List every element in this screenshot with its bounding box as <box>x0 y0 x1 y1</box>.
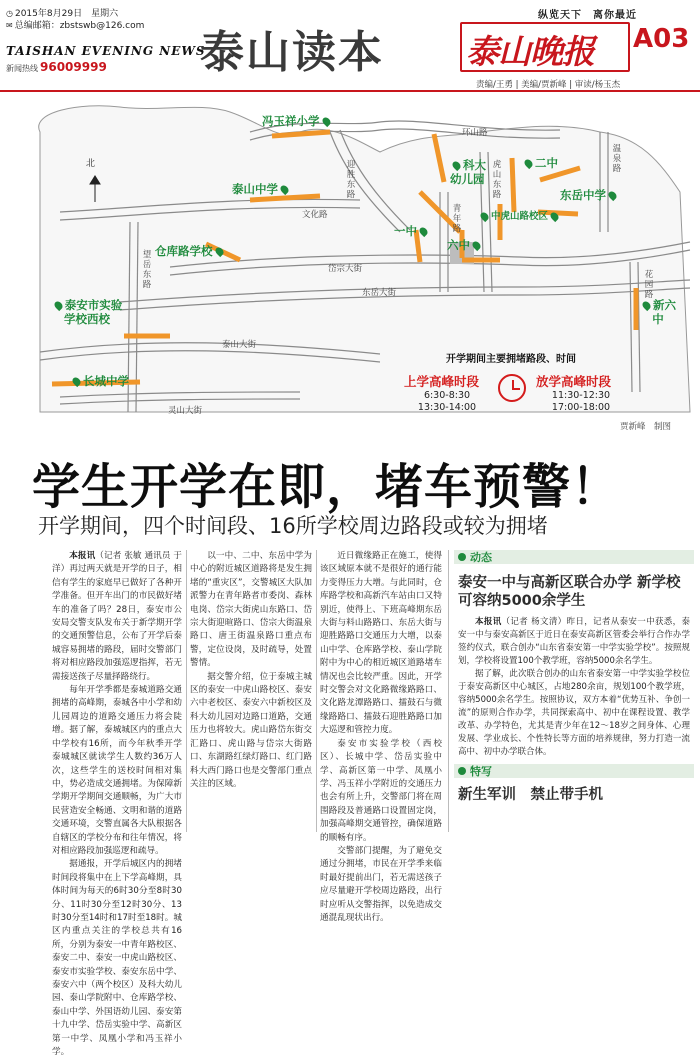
map-pin-icon <box>418 226 429 237</box>
article-column-3 <box>320 550 442 923</box>
road-label-taishan-ave: 泰山大街 <box>222 340 257 350</box>
school-label-taishan-middle: 泰山中学 <box>232 182 291 196</box>
article-paragraph: 据通报，开学后城区内的拥堵时间段将集中在上下学高峰期，具体时间为每天的6时30分至8时30分、11时30分至12时30分、13时30分至14时和17时至18时。城区内重点关注的学校总共有16所，分别为泰安一中青年路校区、泰安二中、泰安一中虎山路校区、泰安市实验学校、泰安东岳中学、泰安六中（两个校区）及科大幼儿园、泰山学院附中、仓库路学校、泰山中学、外国语幼儿园、泰安第十九中学、岱岳实验中学、高新区第一中学、凤凰小学和冯玉祥小学。 <box>52 859 182 1058</box>
mail-icon: ✉ <box>6 21 13 30</box>
article-lead-text: （记者 张敏 通讯员 于洋）再过两天就是开学的日子，相信有学生的家庭早已做好了各种开学准备。但开车出门的市民做好堵车的准备了吗？28日，泰安市公安局交警支队发布关于新学期开学的交通预警信息，公布了开学后泰城容易拥堵的路段，届时交警部门将对相应路段加强巡逻指挥，若无需接送孩子尽量择路绕行。 <box>52 551 182 682</box>
sidebar-paragraph: 据了解，此次联合创办的山东省泰安第一中学实验学校位于泰安高新区中心城区，占地280余亩，规划100个教学班，容纳5000余名学生。按照协议，双方本着“优势互补、争创一流”的原则合作办学，共同探索高中、初中在课程设置、教学改革、办学特色，尤其是青少年在12～18岁之间身体、心理发展、学业成长、个性特长等方面的培养规律，努力打造一流高中、初中办学联合体。 <box>458 669 690 757</box>
road-label-wangyue-east: 望岳东路 <box>142 250 152 290</box>
map-pin-icon <box>71 376 82 387</box>
sidebar-byline: 本报讯 <box>475 617 502 627</box>
school-label-liuzhong: 六中 <box>447 238 483 252</box>
road-label-daizong: 岱宗大街 <box>328 264 363 274</box>
school-label-shiyan-west: 泰安市实验学校西校 <box>50 298 124 326</box>
tag-label: 动态 <box>470 551 492 564</box>
article-paragraph: 以一中、二中、东岳中学为中心的附近城区道路将是发生拥堵的“重灾区”，交警城区大队加派警力在青年路者市委岗、森林电岗、岱宗大街虎山东路口、岱宗大街迎暄路口、岱宗大街温泉路口、唐王街温泉路口重点布警，定位设岗，及时疏导，处置警情。 <box>190 551 312 669</box>
issue-date: 2015年8月29日 星期六 <box>14 9 119 19</box>
traffic-map <box>0 92 700 442</box>
map-pin-icon <box>279 184 290 195</box>
map-pin-icon <box>471 240 482 251</box>
school-label-yizhong: 一中 <box>394 224 430 238</box>
morning-peak-times <box>412 390 482 414</box>
sidebar-news-title: 泰安一中与高新区联合办学 新学校可容纳5000余学生 <box>458 575 681 609</box>
bullet-icon <box>458 553 466 561</box>
article-paragraph: 交警部门提醒，为了避免交通过分拥堵，市民在开学季来临时最好提前出门，若无需送孩子应尽量避开学校周边路段，出行时应听从交警指挥，以免造成交通混乱现状出行。 <box>320 845 442 923</box>
road-label-huanshan: 环山路 <box>462 128 488 138</box>
sidebar-news-body <box>454 616 694 759</box>
sidebar-tag-dynamics <box>454 550 694 564</box>
article-headline: 学生开学在即，堵车预警！ <box>32 459 621 515</box>
article-byline: 本报讯 <box>69 551 96 561</box>
page-number: A03 <box>633 24 690 54</box>
school-label-fengyuxiang: 冯玉祥小学 <box>262 114 333 128</box>
article-paragraph: 近日微缘路正在施工，使得该区域原本就不是很好的通行能力变得压力大增。与此同时，仓库路学校和高新汽车站由口又特别近，使得上、下班高峰期东岳大街与料山路路口、东岳大街与迎胜路路口交通压力大增，以泰山中学、仓库路学校、泰山学院附中为中心的相近城区道路堵车情况也会比较严重。因此，开学时交警会对文化路微缘路路口、文化路龙潭路路口、擂鼓石与微缘路路口、擂鼓石迎胜路路口加大巡逻和管控力度。 <box>320 551 442 736</box>
sidebar-tag-feature <box>454 764 694 778</box>
editor-credits: 责编/王勇 | 美编/贾新峰 | 审读/杨玉杰 <box>476 80 621 90</box>
map-pin-icon <box>549 211 560 222</box>
news-hotline <box>6 60 107 74</box>
afternoon-peak-label: 放学高峰时段 <box>536 374 612 389</box>
school-label-keda-kindergarten: 科大幼儿园 <box>450 158 486 186</box>
afternoon-peak-times <box>546 390 616 414</box>
column-divider <box>186 550 187 832</box>
column-divider <box>316 550 317 832</box>
hotline-label: 新闻热线 <box>6 64 38 73</box>
tag-label: 特写 <box>470 765 492 778</box>
morning-peak-label: 上学高峰时段 <box>404 374 480 389</box>
map-pin-icon <box>53 300 64 311</box>
school-label-erzhong: 二中 <box>522 156 558 170</box>
hotline-number: 96009999 <box>40 60 107 74</box>
sidebar-news <box>454 550 694 832</box>
logo-text: 泰山晚报 <box>466 32 594 71</box>
map-pin-icon <box>213 246 224 257</box>
road-label-hushan-east: 虎山东路 <box>492 160 502 200</box>
article-paragraph: 每年开学季都是泰城道路交通拥堵的高峰期，泰城各中小学和幼儿园周边的道路交通压力将会陡增。据了解，泰城城区内的重点大中学校有16所，而今年秋季开学泰城城区就读学生人数约36万人次，这些学生的送校时间相对集中，势必造成交通拥堵。为保障新学期开学期间交通顺畅，为广大市民营造安全畅通、文明和谐的道路交通环境，交警直属各大队根据各自辖区的学校分布和往年情况，将对相应路段加强巡逻和疏导。 <box>52 685 182 856</box>
article-column-1 <box>52 550 182 1058</box>
newspaper-logo <box>460 22 630 72</box>
bullet-icon <box>458 767 466 775</box>
school-label-dongyue-middle: 东岳中学 <box>560 188 619 202</box>
article-paragraph: 据交警介绍，位于泰城主城区的泰安一中虎山路校区、泰安六中老校区、泰安六中新校区及科大幼儿园对边路口道路，交通压力也将较大。虎山路岱东街交汇路口、虎山路与岱宗大街路口、东湖路红绿灯路口、红门路科大西门路口也是交警部门重点关注的区域。 <box>190 671 312 789</box>
issue-meta <box>6 8 144 32</box>
sidebar-lead: （记者 杨文清）昨日，记者从泰安一中获悉，泰安一中与泰安高新区于近日在泰安高新区管委会举行合作办学签约仪式，联合创办“山东省泰安第一中学实验学校”。按照规划，学校将设置100个教学班，容纳5000余名学生。 <box>458 617 690 666</box>
map-pin-icon <box>320 116 331 127</box>
road-label-yingsheng-east: 迎胜东路 <box>346 160 356 200</box>
slogan: 纵览天下 离你最近 <box>538 10 637 21</box>
road-label-huayuan: 花园路 <box>644 270 654 300</box>
brand-english: TAISHAN EVENING NEWS <box>6 44 206 58</box>
column-divider <box>448 550 449 832</box>
article-lead <box>52 550 182 684</box>
school-label-changcheng-middle: 长城中学 <box>70 374 129 388</box>
school-label-zhonghushan-campus: 中虎山路校区 <box>478 210 561 224</box>
map-pin-icon <box>479 211 490 222</box>
article-column-2 <box>190 550 312 832</box>
road-label-wenquan: 温泉路 <box>612 144 622 174</box>
sidebar-feature-title: 新生军训 禁止带手机 <box>458 787 603 803</box>
masthead <box>0 0 700 92</box>
clock-icon <box>498 374 526 402</box>
clock-icon: ◷ <box>6 9 13 18</box>
map-credit: 贾新峰 制图 <box>620 422 672 432</box>
map-pin-icon <box>607 190 618 201</box>
legend-title: 开学期间主要拥堵路段、时间 <box>446 354 576 365</box>
map-pin-icon <box>641 300 652 311</box>
section-title: 泰山读本 <box>200 27 384 78</box>
editor-email: 总编邮箱：zbstswb@126.com <box>14 21 145 31</box>
road-label-qingnian: 青年路 <box>452 204 462 234</box>
map-pin-icon <box>523 158 534 169</box>
road-label-dongyue: 东岳大街 <box>362 288 397 298</box>
article-subhead: 开学期间，四个时间段、16所学校周边路段或较为拥堵 <box>38 514 548 538</box>
afternoon-time-1: 11:30-12:30 <box>551 390 611 401</box>
afternoon-time-2: 17:00-18:00 <box>551 402 611 413</box>
road-label-lingshan: 灵山大街 <box>168 406 203 416</box>
school-label-xin-liuzhong: 新六中 <box>640 298 676 326</box>
school-label-cangkulu: 仓库路学校 <box>155 244 226 258</box>
north-arrow-label: 北 <box>86 159 96 169</box>
road-label-wenhua: 文化路 <box>302 210 328 220</box>
morning-time-2: 13:30-14:00 <box>417 402 477 413</box>
map-pin-icon <box>451 160 462 171</box>
morning-time-1: 6:30-8:30 <box>423 390 471 401</box>
article-paragraph: 泰安市实验学校（西校区）、长城中学、岱岳实验中学、高新区第一中学、凤凰小学、冯玉祥小学附近的交通压力也会有所上升，交警部门将在周围路段及普通路口设置固定岗，加强高峰期交通管控，确保道路的顺畅有序。 <box>320 738 442 843</box>
